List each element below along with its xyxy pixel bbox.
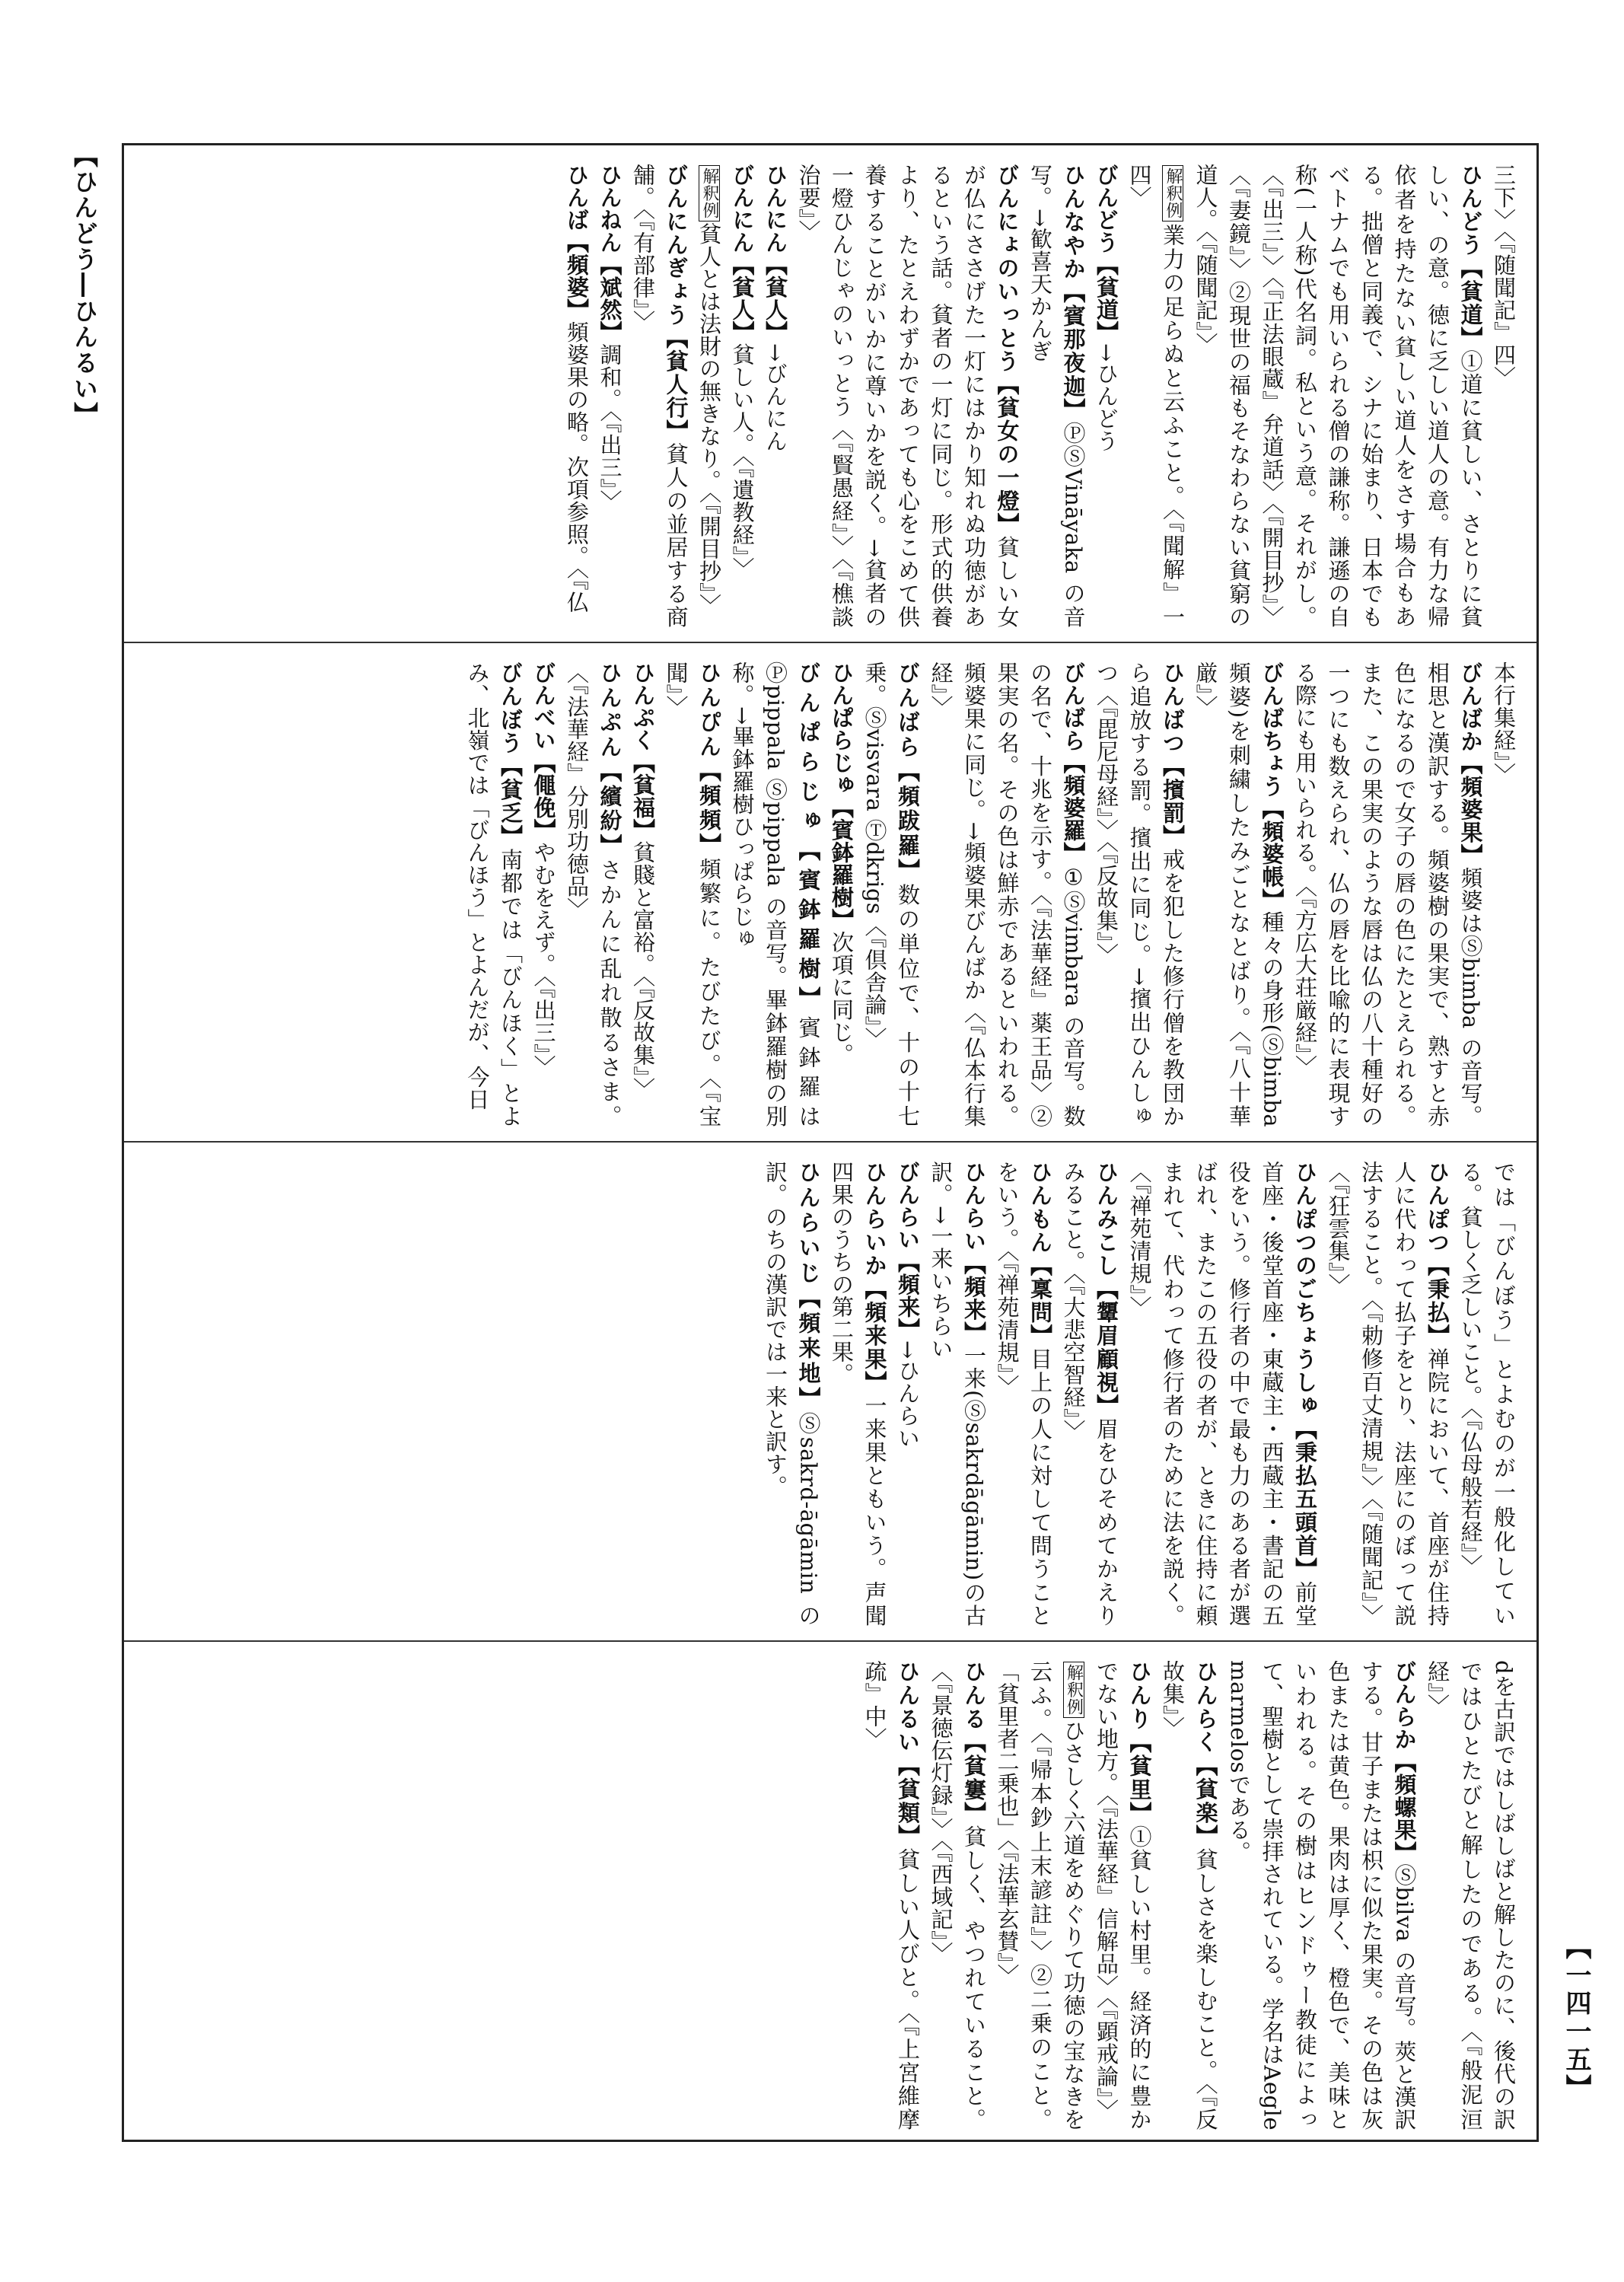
running-head: 【ひんどう―ひんるい】: [70, 143, 99, 428]
entry-kanji: 【秉払】: [1425, 1254, 1450, 1348]
entry-text: 貧しい人。〈『遺教経』〉: [729, 343, 756, 580]
entry-headword: ひんる: [961, 1660, 987, 1731]
text-frame: [122, 143, 1539, 2142]
entry-headword: ひんどう: [1457, 164, 1484, 257]
entry-text: 戒を犯した修行僧を教団から追放する罰。擯出に同じ。→擯出ひんしゅつ〈『毘尼母経』〉〈『反故集』〉: [1094, 661, 1186, 1128]
entry-kanji: 【頻跋羅】: [895, 760, 921, 884]
entry-headword: ひんるい: [895, 1660, 921, 1755]
entry-headword: ひんらいか: [861, 1161, 888, 1278]
tier-1: [124, 145, 1536, 642]
entry-text: 南都では「びんほく」とよみ、北嶺では「びんほう」とよんだが、今日: [464, 661, 524, 1128]
entry-kanji: 【貧道】: [1457, 257, 1484, 350]
tier-4: [124, 1640, 1536, 2144]
dictionary-entry: [759, 164, 792, 628]
dictionary-entry: [1222, 1660, 1421, 2131]
dictionary-entry: [924, 1660, 990, 2131]
entry-headword: ひんらく: [1193, 1660, 1219, 1755]
dictionary-entry: [1487, 661, 1521, 1127]
dictionary-entry: [990, 1660, 1090, 2131]
entry-headword: ひんぷく: [630, 661, 656, 751]
dictionary-entry: [560, 164, 594, 628]
dictionary-entry: [1487, 164, 1521, 628]
dictionary-entry: [1156, 1660, 1222, 2131]
dictionary-entry: [891, 1161, 925, 1627]
entry-text: Ⓢsakrd-āgāmin の訳。のちの漢訳では一来と訳す。: [763, 1161, 822, 1627]
entry-text: 一来(Ⓢsakrdāgāmin)の古訳。→一来いちらい: [928, 1161, 987, 1627]
entry-headword: ひんぽつ: [1425, 1161, 1450, 1254]
entry-headword: ひんみこし: [1094, 1161, 1119, 1278]
entry-kanji: 【稟問】: [1027, 1254, 1053, 1348]
entry-headword: ひんぱらじゅ: [829, 661, 855, 796]
entry-text: 貧しい女が仏にささげた一灯にはかり知れぬ功徳があるという話。貧者の一灯に同じ。形式的供養より、たとえわずかであっても心をこめて供養することがいかに尊いかを説く。→貧者の一燈ひんじゃのいっとう〈『賢愚経』〉〈『樵談治要』〉: [795, 164, 1021, 629]
entry-headword: ひんなやか: [1060, 164, 1087, 282]
entry-text: 禅院において、首座が住持人に代わって払子をとり、法座にのぼって説法すること。〈『勅修百丈清規』〉〈『随聞記』〉〈『狂雲集』〉: [1325, 1161, 1450, 1627]
entry-kanji: 【貧里】: [1126, 1730, 1153, 1825]
interpretation-badge: 解釈例: [699, 165, 720, 222]
entry-text: →ひんらい: [895, 1340, 921, 1449]
entry-text: 眉をひそめてかえりみること。〈『大悲空智経』〉: [1060, 1161, 1119, 1627]
entry-kanji: 【貧人】: [763, 253, 788, 343]
dictionary-entry: [725, 661, 825, 1127]
dictionary-entry: [825, 1161, 891, 1627]
entry-kanji: 【斌然】: [597, 253, 623, 343]
entry-text: 数の単位で、十の十七乗。Ⓢvisvara Ⓣdkrigs〈『倶舎論』〉: [861, 661, 921, 1128]
entry-text: 貧人とは法財の無きなり。〈『開目抄』〉: [696, 222, 722, 617]
dictionary-entry: [1122, 1161, 1321, 1627]
dictionary-entry: [593, 164, 626, 628]
entry-text: 貧しい人びと。〈『上宮維摩疏』中〉: [861, 1660, 921, 2131]
entry-headword: びんにんぎょう: [663, 164, 689, 327]
entry-kanji: 【繽紛】: [597, 760, 623, 859]
dictionary-entry: [924, 1161, 990, 1627]
entry-text: 貧しく、やつれていること。〈『景徳伝灯録』〉〈『西域記』〉: [928, 1660, 987, 2131]
dictionary-entry: [1090, 164, 1123, 628]
entry-text: やむをえず。〈『出三』〉: [530, 841, 557, 1078]
entry-headword: びんばら: [895, 661, 921, 760]
entry-text: 前堂首座・後堂首座・東蔵主・西蔵主・書記の五役をいう。修行者の中で最も力のある者が選ばれ、またこの五役の者が、ときに住持に頼まれて、代わって修行者のために法を説く。〈『禅苑清規』〉: [1126, 1161, 1318, 1627]
dictionary-entry: [990, 1161, 1056, 1627]
interpretation-badge: 解釈例: [1063, 1662, 1084, 1718]
entry-kanji: 【貧窶】: [961, 1730, 987, 1825]
dictionary-entry: [1090, 661, 1189, 1127]
entry-headword: びんぼう: [498, 661, 524, 755]
entry-kanji: 【頻婆羅】: [1060, 751, 1087, 865]
dictionary-entry: [527, 661, 560, 1127]
entry-headword: ひんり: [1126, 1660, 1153, 1731]
entry-text: Ⓢbilva の音写。莢と漢訳する。甘子または枳に似た果実。その色は灰色または黄色。果肉は厚く、橙色で、美味といわれる。その樹はヒンドゥー教徒によって、聖樹として崇拝されている。学名はAegle marmelosである。: [1226, 1660, 1418, 2131]
entry-kanji: 【貧乏】: [498, 754, 524, 849]
entry-headword: びんどう: [1094, 164, 1119, 253]
entry-kanji: 【秉払五頭首】: [1292, 1417, 1318, 1581]
dictionary-entry: [924, 661, 1090, 1127]
entry-text: 貧賤と富裕。〈『反故集』〉: [630, 841, 656, 1100]
entry-kanji: 【貧福】: [630, 751, 656, 841]
entry-text: 頻婆はⓈbimba の音写。相思と漢訳する。頻婆樹の果実で、熟すと赤色になるので女子の唇の色にたとえられる。また、この果実のような唇は仏の八十種好の一つにも数えられ、仏の唇を比喩的に表現する際にも用いられる。〈『方広大荘厳経』〉: [1292, 661, 1484, 1128]
entry-kanji: 【貧人】: [729, 253, 756, 343]
entry-text: 業力の足らぬと云ふこと。〈『聞解』一四〉: [1126, 164, 1186, 628]
entry-kanji: 【頻婆果】: [1457, 752, 1484, 867]
entry-kanji: 【貧類】: [895, 1754, 921, 1848]
page-number: 【一四一五】: [1561, 1933, 1591, 2102]
entry-text: 種々の身形(Ⓢbimba 頻婆)を刺繍したみごとなとばり。〈『八十華厳』〉: [1193, 661, 1285, 1128]
entry-text: 貧しさを楽しむこと。〈『反故集』〉: [1160, 1660, 1219, 2131]
entry-text: 頻婆果の略。次項参照。〈『仏: [564, 320, 590, 614]
entry-headword: ひんば: [564, 164, 590, 231]
entry-kanji: 【顰眉顧視】: [1094, 1277, 1119, 1418]
entry-text: →ひんどう: [1094, 343, 1119, 452]
entry-headword: ひんらい: [961, 1161, 987, 1253]
tier-3: [124, 1141, 1536, 1640]
entry-kanji: 【賓那夜迦】: [1060, 281, 1087, 422]
dictionary-entry: [725, 164, 759, 628]
entry-headword: びんにん: [729, 164, 756, 253]
entry-headword: びんばか: [1457, 661, 1484, 753]
dictionary-entry: [759, 1161, 825, 1627]
entry-text: 目上の人に対して問うことをいう。〈『禅苑清規』〉: [994, 1161, 1053, 1627]
entry-kanji: 【頻螺果】: [1391, 1750, 1418, 1864]
dictionary-entry: [1321, 1161, 1454, 1627]
entry-kanji: 【貧道】: [1094, 253, 1119, 343]
entry-headword: ひんぴん: [696, 661, 722, 760]
entry-text: 一来果ともいう。声聞四果のうちの第二果。: [829, 1161, 888, 1627]
entry-text: ⓅⓈVināyaka の音写。→歓喜天かんぎ: [1027, 164, 1087, 629]
dictionary-entry: [626, 164, 693, 628]
entry-text: ひさしく六道をめぐりて功徳の宝なきを云ふ。〈『帰本鈔上末諺註』〉②二乗のこと。「貧里者二乗也」〈『法華玄賛』〉: [994, 1660, 1087, 2131]
dictionary-entry: [1189, 164, 1487, 628]
entry-headword: びんらか: [1391, 1660, 1418, 1751]
entry-text: 三下〉〈『随聞記』四〉: [1491, 164, 1517, 389]
entry-kanji: 【擯罰】: [1160, 754, 1186, 849]
dictionary-entry: [1056, 1161, 1122, 1627]
entry-headword: びんにょのいっとう: [994, 164, 1021, 373]
dictionary-entry: [693, 164, 726, 628]
dictionary-entry: [460, 661, 527, 1127]
entry-kanji: 【貧女の一燈】: [994, 372, 1021, 536]
entry-headword: ひんねん: [597, 164, 623, 253]
entry-text: →びんにん: [763, 343, 788, 452]
dictionary-entry: [858, 1660, 924, 2131]
entry-headword: びんばら: [1060, 661, 1087, 752]
entry-text: ①貧しい村里。経済的に豊かでない地方。〈『法華経』信解品〉〈『顕戒論』〉: [1094, 1660, 1153, 2131]
entry-kanji: 【賓鉢羅樹】: [795, 839, 822, 1016]
entry-headword: ひんもん: [1027, 1161, 1053, 1254]
dictionary-entry: [825, 661, 858, 1127]
dictionary-entry: [1454, 1161, 1520, 1627]
entry-text: dを古訳ではしばしばと解したのに、後代の訳ではひとたびと解したのである。〈『般泥洹経』〉: [1425, 1660, 1517, 2131]
entry-headword: びんばちょう: [1259, 661, 1285, 798]
entry-kanji: 【頻来果】: [861, 1277, 888, 1394]
entry-text: 調和。〈『出三』〉: [597, 343, 623, 512]
entry-kanji: 【頻来地】: [795, 1286, 822, 1412]
entry-text: 頻繁に。たびたび。〈『宝聞』〉: [663, 661, 722, 1128]
entry-headword: ひんにん: [763, 164, 788, 253]
dictionary-entry: [858, 661, 924, 1127]
dictionary-entry: [1189, 661, 1288, 1127]
entry-headword: びんべい: [530, 661, 557, 751]
entry-text: ①道に貧しい、さとりに貧しい、の意。徳に乏しい道人の意。有力な帰依者を持たない貧しい道人をさす場合もある。拙僧と同義で、シナに始まり、日本でもベトナムでも用いられる僧の謙称。謙遜の自称(一人称)代名詞。私という意。それがし。〈『出三』〉〈『正法眼蔵』弁道話〉〈『開目抄』〉〈『妻鏡』〉②現世の福もそなわらない貧窮の道人。〈『随聞記』〉: [1193, 164, 1484, 629]
entry-headword: ひんばつ: [1160, 661, 1186, 755]
entry-kanji: 【貧人行】: [663, 326, 689, 443]
entry-text: 賓鉢羅はⓅpippala Ⓢpippala の音写。畢鉢羅樹の別称。→畢鉢羅樹ひっぱらじゅ: [729, 661, 822, 1128]
entry-text: ①Ⓢvimbara の音写。数の名で、十兆を示す。〈『法華経』薬王品〉②果実の名。その色は鮮赤であるといわれる。頻婆果に同じ。→頻婆果びんばか〈『仏本行集経』〉: [928, 661, 1087, 1128]
entry-kanji: 【貧楽】: [1193, 1754, 1219, 1848]
entry-headword: ひんらいじ: [795, 1161, 822, 1286]
entry-headword: びんぱらじゅ: [795, 661, 822, 839]
entry-kanji: 【賓鉢羅樹】: [829, 796, 855, 931]
dictionary-entry: [659, 661, 725, 1127]
entry-text: では「びんぼう」とよむのが一般化している。貧しく乏しいこと。〈『仏母般若経』〉: [1457, 1161, 1517, 1627]
entry-text: さかんに乱れ散るさま。〈『法華経』分別功徳品〉: [564, 661, 623, 1128]
dictionary-entry: [1421, 1660, 1521, 2131]
dictionary-entry: [1024, 164, 1090, 628]
entry-kanji: 【頻来】: [961, 1252, 987, 1344]
dictionary-entry: [626, 661, 660, 1127]
tier-2: [124, 642, 1536, 1141]
entry-kanji: 【頻来】: [895, 1251, 921, 1340]
dictionary-entry: [791, 164, 1024, 628]
interpretation-badge: 解釈例: [1162, 165, 1183, 222]
entry-text: 次項に同じ。: [829, 931, 855, 1066]
dictionary-entry: [1122, 164, 1189, 628]
entry-kanji: 【頻婆帳】: [1259, 797, 1285, 911]
entry-kanji: 【頻婆】: [564, 231, 590, 321]
entry-text: 貧人の並居する商舗。〈『有部律』〉: [630, 164, 689, 629]
dictionary-entry: [1288, 661, 1487, 1127]
entry-headword: ひんぷん: [597, 661, 623, 760]
entry-headword: びんらい: [895, 1161, 921, 1251]
entry-kanji: 【僶俛】: [530, 751, 557, 841]
entry-kanji: 【頻頻】: [696, 759, 722, 858]
entry-headword: ひんぽつのごちょうしゅ: [1292, 1161, 1318, 1418]
dictionary-entry: [1090, 1660, 1156, 2131]
dictionary-entry: [560, 661, 626, 1127]
entry-text: 本行集経』〉: [1491, 661, 1517, 786]
